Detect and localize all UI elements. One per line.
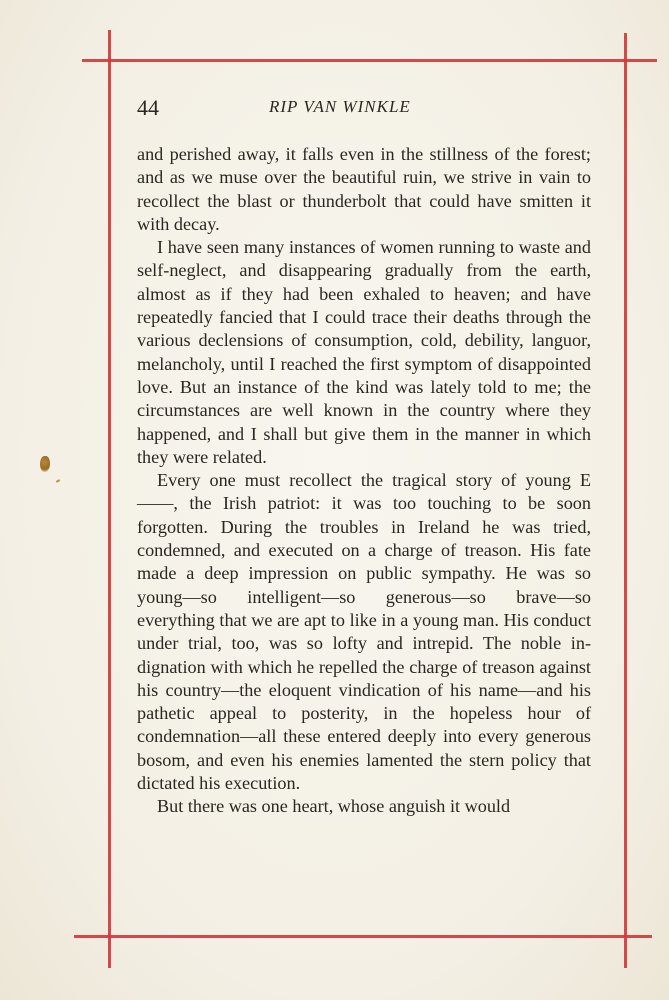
paper-speck [56,479,60,483]
foxing-stain [40,456,50,472]
border-rule-bottom [74,935,652,938]
border-rule-right [624,33,627,968]
page-number: 44 [137,95,159,120]
running-head [137,95,591,127]
paragraph-continuation: and perished away, it falls even in the stillness of the forest; and as we muse over the beautiful ruin, we strive in vain to recollect the blast or thunderbolt that could have smitten it with decay. [137,144,591,234]
paragraph: But there was one heart, whose anguish it would [157,796,511,817]
border-rule-left [108,30,111,968]
paragraph: Every one must recollect the tragical story of young E——, the Irish patriot: it was too touching to be soon forgotten. During the troubles in Ireland he was tried, condemned, and executed on a charge of treason. His fate made a deep impression on public sympathy. He was so young—so intelligent—so generous—so brave—so everything that we are apt to like in a young man. His conduct under trial, too, was so lofty and intrepid. The noble indignation with which he repelled the charge of treason against his country—the eloquent vindication of his name—and his pathetic appeal to posterity, in the hopeless hour of condemnation—all these entered deeply into every generous bosom, and even his enemies lamented the stern policy that dictated his execution. [137,470,591,794]
border-rule-top [82,59,657,62]
book-title: RIP VAN WINKLE [269,97,411,116]
body-text [137,143,591,819]
paragraph: I have seen many instances of women running to waste and self-neglect, and disappearing gradually from the earth, almost as if they had been exhaled to heaven; and have repeatedly fancied that I could trace their deaths through the various declensions of consumption, cold, debility, languor, melancholy, until I reached the first symptom of disappointed love. But an instance of the kind was lately told to me; the circumstances are well known in the country where they happened, and I shall but give them in the manner in which they were related. [137,237,591,467]
